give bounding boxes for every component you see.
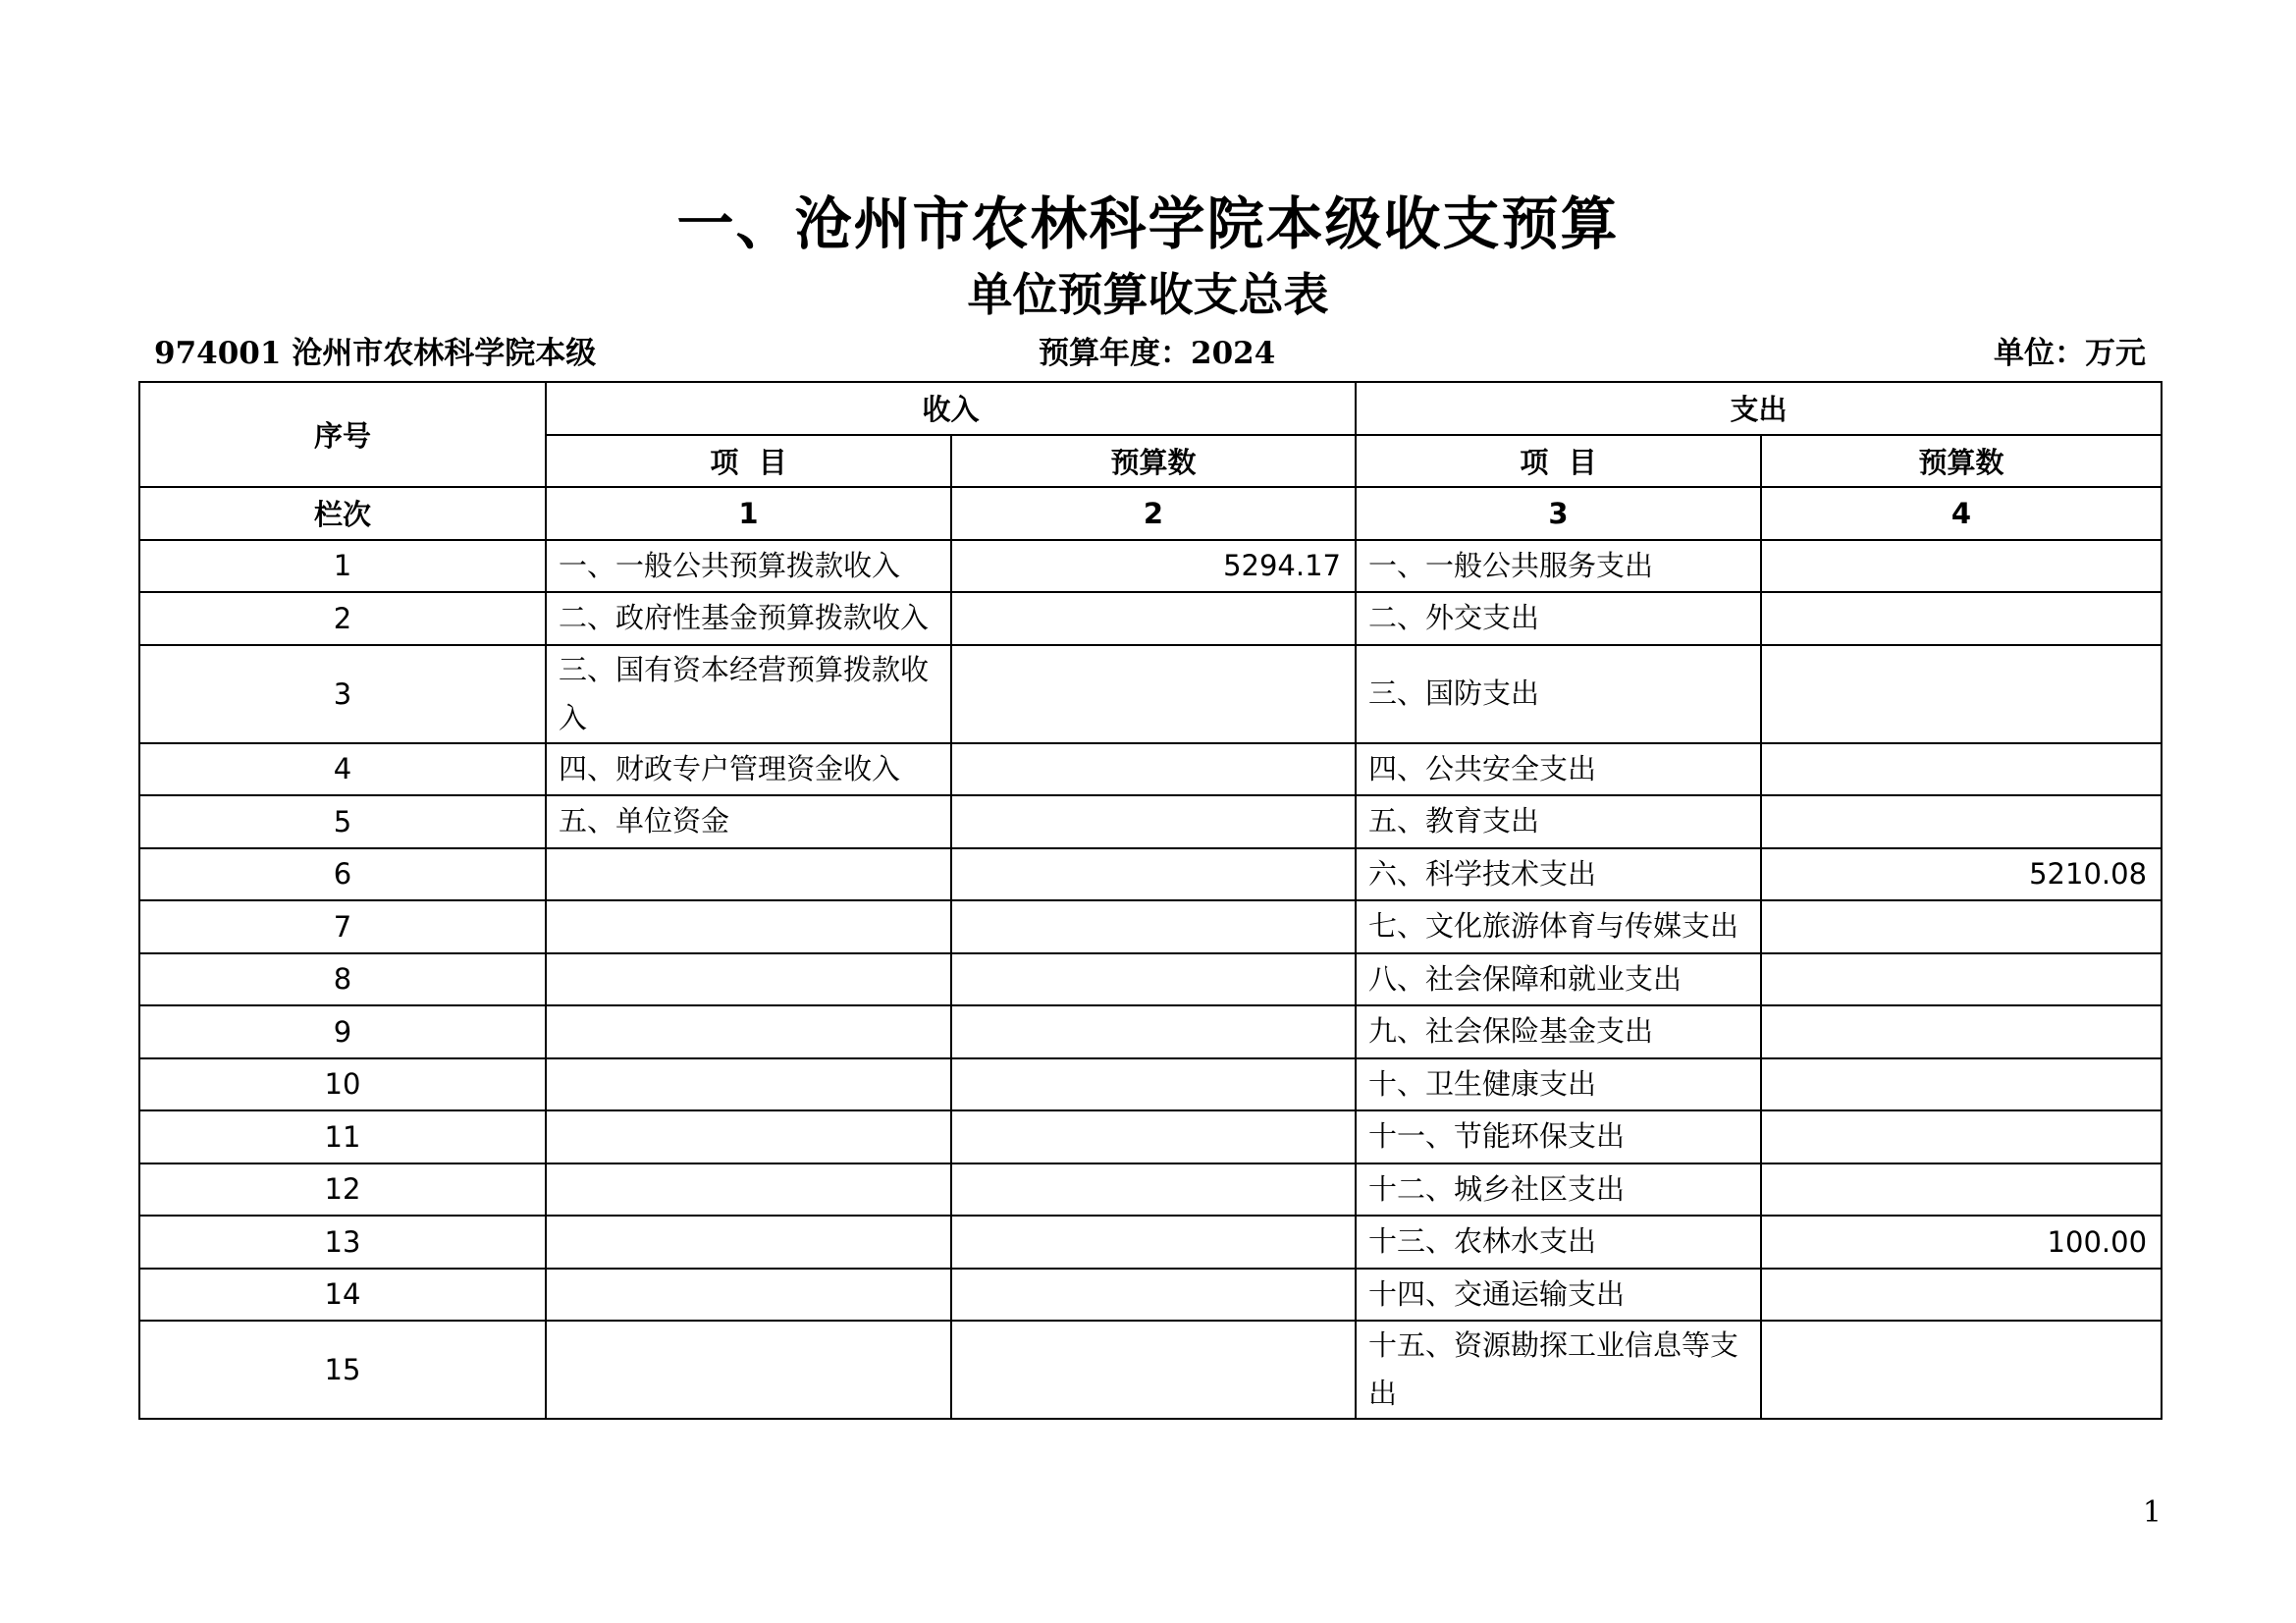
income-amount xyxy=(951,645,1356,743)
expense-item: 四、公共安全支出 xyxy=(1356,743,1761,796)
income-item xyxy=(546,953,951,1006)
row-seq: 2 xyxy=(139,592,546,645)
income-amount xyxy=(951,1269,1356,1322)
expense-amount xyxy=(1761,953,2162,1006)
expense-amount xyxy=(1761,1058,2162,1111)
row-seq: 15 xyxy=(139,1321,546,1419)
expense-item: 十、卫生健康支出 xyxy=(1356,1058,1761,1111)
expense-item: 三、国防支出 xyxy=(1356,645,1761,743)
income-item xyxy=(546,1321,951,1419)
table-row xyxy=(139,743,2162,796)
row-seq: 6 xyxy=(139,848,546,901)
column-number-2: 2 xyxy=(951,487,1356,540)
income-item: 五、单位资金 xyxy=(546,795,951,848)
expense-item: 九、社会保险基金支出 xyxy=(1356,1005,1761,1058)
income-item-header: 项 目 xyxy=(546,435,951,488)
row-seq: 13 xyxy=(139,1216,546,1269)
income-amount xyxy=(951,900,1356,953)
column-number-1: 1 xyxy=(546,487,951,540)
expense-amount xyxy=(1761,1110,2162,1163)
table-row xyxy=(139,1269,2162,1322)
income-item xyxy=(546,900,951,953)
income-item: 二、政府性基金预算拨款收入 xyxy=(546,592,951,645)
income-header: 收入 xyxy=(546,382,1356,435)
budget-summary-table xyxy=(138,381,2163,1420)
expense-item: 十五、资源勘探工业信息等支出 xyxy=(1356,1321,1761,1419)
column-number-3: 3 xyxy=(1356,487,1761,540)
expense-item: 七、文化旅游体育与传媒支出 xyxy=(1356,900,1761,953)
row-seq: 14 xyxy=(139,1269,546,1322)
income-item xyxy=(546,848,951,901)
income-item xyxy=(546,1216,951,1269)
table-row xyxy=(139,1321,2162,1419)
expense-amount xyxy=(1761,1163,2162,1217)
expense-item-header: 项 目 xyxy=(1356,435,1761,488)
income-amount: 5294.17 xyxy=(951,540,1356,593)
expense-item: 十三、农林水支出 xyxy=(1356,1216,1761,1269)
income-amount-header: 预算数 xyxy=(951,435,1356,488)
row-seq: 9 xyxy=(139,1005,546,1058)
income-item xyxy=(546,1163,951,1217)
table-row xyxy=(139,645,2162,743)
row-seq: 8 xyxy=(139,953,546,1006)
table-row xyxy=(139,540,2162,593)
table-row xyxy=(139,953,2162,1006)
column-label: 栏次 xyxy=(139,487,546,540)
table-row xyxy=(139,848,2162,901)
table-row xyxy=(139,795,2162,848)
table-row xyxy=(139,1110,2162,1163)
expense-amount xyxy=(1761,900,2162,953)
row-seq: 4 xyxy=(139,743,546,796)
column-number-4: 4 xyxy=(1761,487,2162,540)
expense-amount xyxy=(1761,540,2162,593)
row-seq: 1 xyxy=(139,540,546,593)
income-amount xyxy=(951,848,1356,901)
page-title: 一、沧州市农林科学院本级收支预算 xyxy=(676,190,1620,257)
row-seq: 7 xyxy=(139,900,546,953)
expense-amount xyxy=(1761,743,2162,796)
expense-amount: 5210.08 xyxy=(1761,848,2162,901)
currency-unit: 单位：万元 xyxy=(1994,336,2146,371)
expense-item: 一、一般公共服务支出 xyxy=(1356,540,1761,593)
table-row xyxy=(139,1005,2162,1058)
expense-amount xyxy=(1761,1005,2162,1058)
table-row xyxy=(139,1058,2162,1111)
expense-amount xyxy=(1761,1269,2162,1322)
table-row xyxy=(139,1216,2162,1269)
income-item xyxy=(546,1058,951,1111)
table-row xyxy=(139,900,2162,953)
income-item xyxy=(546,1110,951,1163)
expense-item: 八、社会保障和就业支出 xyxy=(1356,953,1761,1006)
income-amount xyxy=(951,1216,1356,1269)
income-amount xyxy=(951,592,1356,645)
expense-amount xyxy=(1761,795,2162,848)
row-seq: 10 xyxy=(139,1058,546,1111)
page-subtitle: 单位预算收支总表 xyxy=(967,268,1329,321)
expense-amount xyxy=(1761,1321,2162,1419)
income-item xyxy=(546,1269,951,1322)
expense-item: 十一、节能环保支出 xyxy=(1356,1110,1761,1163)
expense-item: 十二、城乡社区支出 xyxy=(1356,1163,1761,1217)
unit-code-name: 974001 沧州市农林科学院本级 xyxy=(154,336,597,371)
income-amount xyxy=(951,1005,1356,1058)
row-seq: 11 xyxy=(139,1110,546,1163)
income-item: 一、一般公共预算拨款收入 xyxy=(546,540,951,593)
table-row xyxy=(139,592,2162,645)
page-number: 1 xyxy=(2142,1495,2162,1530)
income-item: 三、国有资本经营预算拨款收入 xyxy=(546,645,951,743)
income-amount xyxy=(951,1321,1356,1419)
expense-item: 二、外交支出 xyxy=(1356,592,1761,645)
row-seq: 3 xyxy=(139,645,546,743)
income-amount xyxy=(951,795,1356,848)
income-item xyxy=(546,1005,951,1058)
income-amount xyxy=(951,1163,1356,1217)
expense-item: 六、科学技术支出 xyxy=(1356,848,1761,901)
table-body xyxy=(139,382,2162,1419)
income-amount xyxy=(951,743,1356,796)
budget-year: 预算年度：2024 xyxy=(1039,336,1276,371)
expense-amount-header: 预算数 xyxy=(1761,435,2162,488)
income-amount xyxy=(951,1058,1356,1111)
expense-item: 五、教育支出 xyxy=(1356,795,1761,848)
table-row xyxy=(139,1163,2162,1217)
expense-amount xyxy=(1761,645,2162,743)
income-amount xyxy=(951,1110,1356,1163)
expense-amount: 100.00 xyxy=(1761,1216,2162,1269)
income-amount xyxy=(951,953,1356,1006)
seq-header: 序号 xyxy=(139,382,546,487)
expense-header: 支出 xyxy=(1356,382,2162,435)
income-item: 四、财政专户管理资金收入 xyxy=(546,743,951,796)
row-seq: 5 xyxy=(139,795,546,848)
expense-amount xyxy=(1761,592,2162,645)
row-seq: 12 xyxy=(139,1163,546,1217)
expense-item: 十四、交通运输支出 xyxy=(1356,1269,1761,1322)
